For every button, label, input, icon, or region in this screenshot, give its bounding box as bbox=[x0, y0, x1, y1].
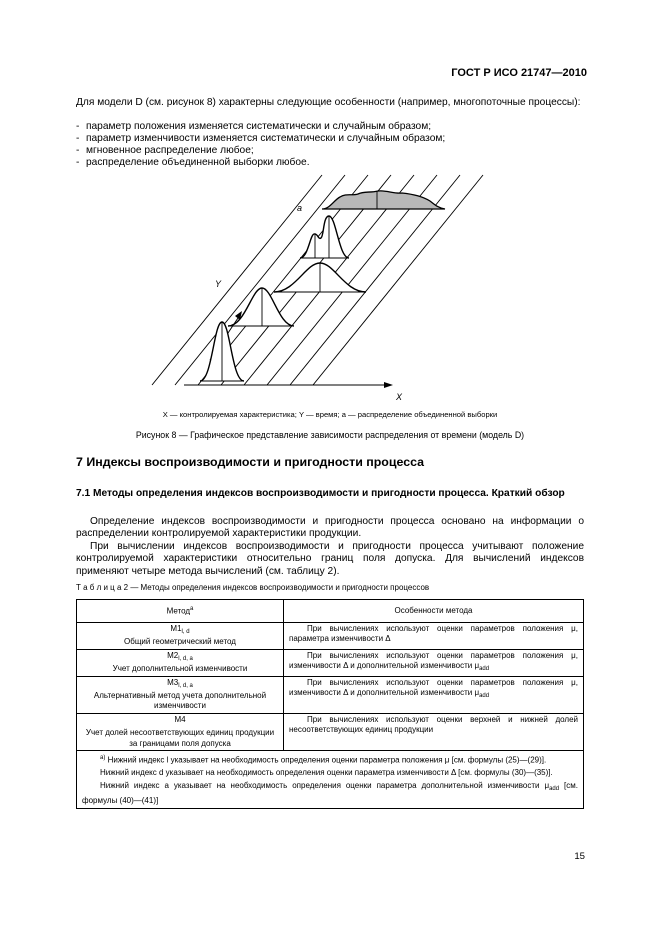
table-footnote-row bbox=[77, 751, 584, 809]
table-row bbox=[77, 713, 584, 750]
y-axis-label: Y bbox=[215, 279, 222, 289]
distribution-time-figure bbox=[110, 170, 510, 402]
method-cell: $M1_{l, d}$ Общий геометрический метод bbox=[77, 623, 284, 650]
subsection-title: 7.1 Методы определения индексов воспроизводимости и пригодности процесса. Краткий обзор bbox=[76, 488, 565, 499]
table-row bbox=[77, 676, 584, 713]
table-caption: Т а б л и ц а 2 — Методы определения индексов воспроизводимости и пригодности процессов bbox=[76, 583, 430, 592]
page-number: 15 bbox=[574, 851, 585, 862]
x-axis-arrow bbox=[384, 382, 393, 388]
table-row bbox=[77, 649, 584, 676]
list-item bbox=[76, 133, 584, 145]
list-item bbox=[76, 145, 584, 157]
list-item bbox=[76, 121, 584, 133]
paragraph: При вычислении индексов воспроизводимости и пригодности процесса учитывают положение контролируемой характеристики относительно границ поля допуска. Для вычислений индексов применяют четыре метода вычислений (см. таблицу 2). bbox=[76, 541, 584, 577]
table-header-row bbox=[77, 600, 584, 623]
pooled-label: a bbox=[297, 203, 303, 213]
column-header-method: Метод$^a$ bbox=[77, 600, 284, 623]
method-cell: M4 Учет долей несоответствующих единиц продукции за границами поля допуска bbox=[77, 713, 284, 750]
figure-caption: Рисунок 8 — Графическое представление зависимости распределения от времени (модель D) bbox=[135, 430, 525, 440]
list-item-text: распределение объединенной выборки любое. bbox=[86, 157, 310, 168]
method-cell: $M3_{l, d, a}$ Альтернативный метод учета дополнительной изменчивости bbox=[77, 676, 284, 713]
list-item-text: мгновенное распределение любое; bbox=[86, 145, 254, 156]
document-header: ГОСТ Р ИСО 21747—2010 bbox=[451, 67, 587, 79]
features-cell: При вычислениях используют оценки параметров положения μ, изменчивости Δ и дополнительной изменчивости $\mu_{add}$ bbox=[284, 676, 584, 713]
features-cell: При вычислениях используют оценки параметров положения μ, параметра изменчивости Δ bbox=[284, 623, 584, 650]
figure-legend: X — контролируемая характеристика; Y — время; a — распределение объединенной выборки bbox=[162, 410, 498, 419]
list-item-text: параметр положения изменяется систематически и случайным образом; bbox=[86, 121, 432, 132]
table-row bbox=[77, 623, 584, 650]
features-cell: При вычислениях используют оценки параметров положения μ, изменчивости Δ и дополнительной изменчивости $\mu_{add}$ bbox=[284, 649, 584, 676]
list-item-text: параметр изменчивости изменяется систематически и случайным образом; bbox=[86, 133, 446, 144]
section-title: 7 Индексы воспроизводимости и пригодности процесса bbox=[76, 455, 425, 469]
list-dash: - bbox=[76, 121, 80, 132]
methods-table bbox=[76, 599, 584, 809]
pooled-distribution bbox=[322, 191, 445, 209]
features-cell: При вычислениях используют оценки верхней и нижней долей несоответствующих единиц продукции bbox=[284, 713, 584, 750]
distribution-4 bbox=[300, 216, 349, 258]
x-axis-label: X bbox=[396, 392, 403, 402]
list-dash: - bbox=[76, 133, 80, 144]
list-dash: - bbox=[76, 145, 80, 156]
column-header-features: Особенности метода bbox=[284, 600, 584, 623]
list-dash: - bbox=[76, 157, 80, 168]
list-item bbox=[76, 157, 584, 169]
table-footnote: $^{a)}$ Нижний индекс l указывает на необходимость определения оценки параметра положения μ [см. формулы (25)—(29)]. Нижний индекс d указывает на необходимость определения оценки параметра изменчивости Δ [см. формулы (30)—(35)]. Нижний индекс a указывает на необходимость определения оценки параметра дополнительной изменчивости $\mu_{add}$ [см. формулы (40)—(41)] bbox=[77, 751, 584, 809]
paragraph: Определение индексов воспроизводимости и пригодности процесса основано на информации о распределении контролируемой характеристики продукции. bbox=[76, 516, 584, 540]
intro-paragraph: Для модели D (см. рисунок 8) характерны следующие особенности (например, многопоточные процессы): bbox=[76, 97, 581, 108]
method-cell: $M2_{l, d, a}$ Учет дополнительной изменчивости bbox=[77, 649, 284, 676]
